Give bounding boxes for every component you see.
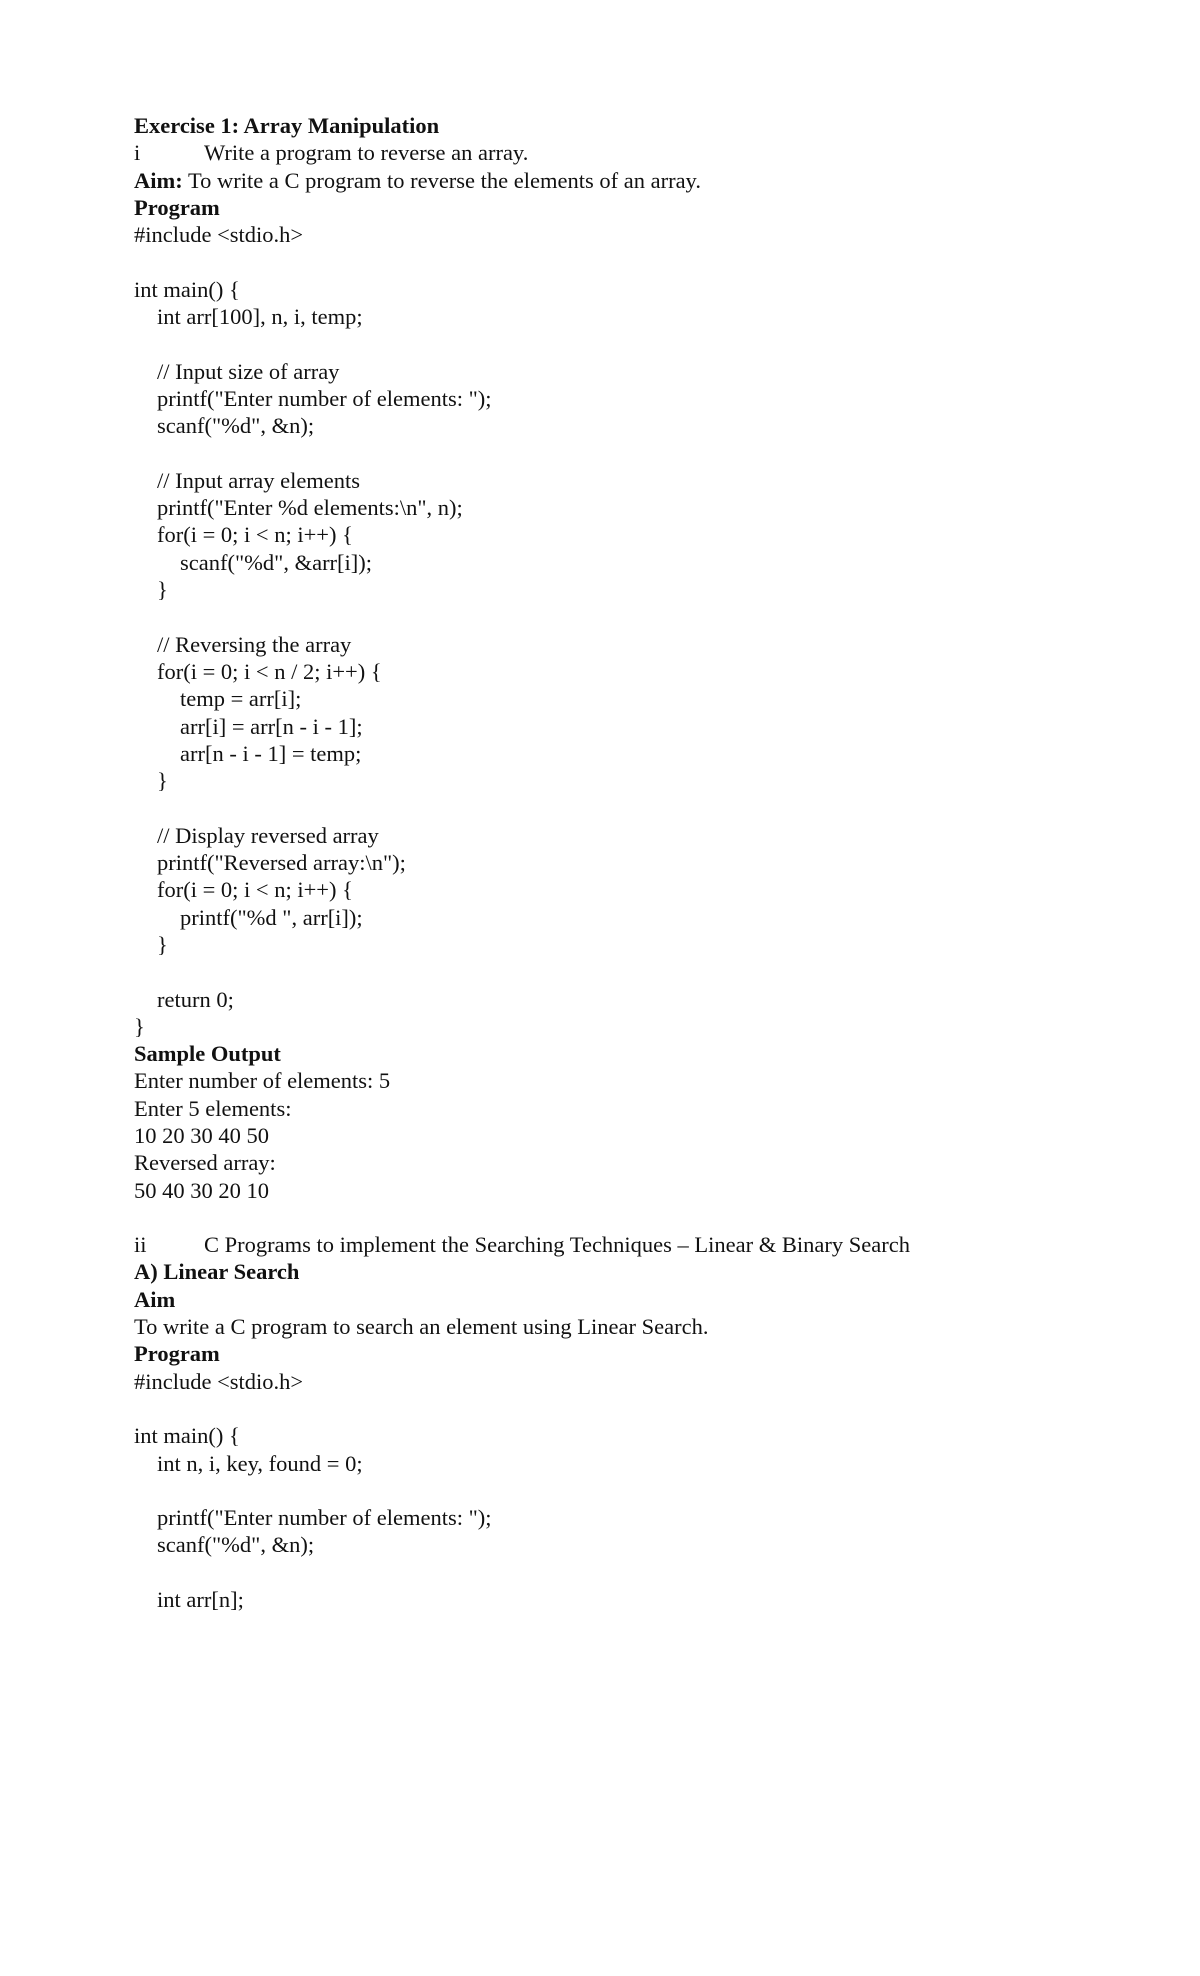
sample-output-line: Enter number of elements: 5: [134, 1068, 391, 1094]
code-line: arr[i] = arr[n - i - 1];: [180, 713, 363, 739]
code-line: printf("Enter number of elements: ");: [157, 385, 492, 411]
code-blank-line: [134, 1395, 1134, 1422]
exercise-title: Exercise 1: Array Manipulation: [134, 113, 440, 138]
code-blank-line: [134, 1477, 1134, 1504]
sample-output-label: Sample Output: [134, 1041, 281, 1067]
task1-text: Write a program to reverse an array.: [204, 140, 529, 166]
code-line: }: [157, 768, 168, 794]
code-line: int main() {: [134, 276, 240, 302]
task1-number: i: [134, 140, 141, 166]
code-blank-line: [134, 603, 1134, 630]
code-line: int arr[n];: [157, 1587, 244, 1613]
code-line: scanf("%d", &arr[i]);: [180, 549, 373, 575]
code-line: }: [157, 931, 168, 957]
code-line: printf("Enter number of elements: ");: [157, 1505, 492, 1531]
code-line: arr[n - i - 1] = temp;: [180, 740, 362, 766]
aim-label: Aim:: [134, 167, 183, 193]
task2-heading: [134, 1231, 1134, 1258]
document-page: [134, 112, 1134, 1613]
section-spacer: [134, 1204, 1134, 1231]
code-line: }: [134, 1013, 145, 1039]
code-comment: // Display reversed array: [157, 822, 379, 848]
code-blank-line: [134, 1559, 1134, 1586]
sample-output-line: Enter 5 elements:: [134, 1095, 292, 1121]
task1-aim: [134, 167, 1134, 194]
code-comment: // Reversing the array: [157, 631, 352, 657]
aim-text: To write a C program to search an element using Linear Search.: [134, 1314, 709, 1340]
aim-text: To write a C program to reverse the elements of an array.: [182, 167, 701, 193]
code-line: #include <stdio.h>: [134, 222, 304, 248]
code-line: #include <stdio.h>: [134, 1368, 304, 1394]
program-label: Program: [134, 194, 220, 220]
code-line: for(i = 0; i < n; i++) {: [157, 522, 353, 548]
code-line: printf("Reversed array:\n");: [157, 850, 406, 876]
task1-heading: [134, 139, 1134, 166]
sample-output-line: Reversed array:: [134, 1150, 276, 1176]
sample-output-line: 50 40 30 20 10: [134, 1177, 269, 1203]
code-line: scanf("%d", &n);: [157, 1532, 315, 1558]
code-blank-line: [134, 330, 1134, 357]
code-comment: // Input size of array: [157, 358, 340, 384]
code-line: scanf("%d", &n);: [157, 413, 315, 439]
code-line: for(i = 0; i < n; i++) {: [157, 877, 353, 903]
code-line: for(i = 0; i < n / 2; i++) {: [157, 658, 382, 684]
code-blank-line: [134, 248, 1134, 275]
code-line: printf("Enter %d elements:\n", n);: [157, 495, 463, 521]
code-line: int n, i, key, found = 0;: [157, 1450, 363, 1476]
code-line: }: [157, 577, 168, 603]
code-blank-line: [134, 794, 1134, 821]
linear-search-heading: A) Linear Search: [134, 1259, 300, 1285]
code-blank-line: [134, 440, 1134, 467]
code-line: temp = arr[i];: [180, 686, 302, 712]
code-line: int main() {: [134, 1423, 240, 1449]
aim-label: Aim: [134, 1286, 176, 1312]
code-line: int arr[100], n, i, temp;: [157, 304, 363, 330]
sample-output-line: 10 20 30 40 50: [134, 1122, 269, 1148]
code-blank-line: [134, 958, 1134, 985]
code-line: printf("%d ", arr[i]);: [180, 904, 363, 930]
code-line: return 0;: [157, 986, 234, 1012]
code-comment: // Input array elements: [157, 467, 361, 493]
task2-number: ii: [134, 1232, 147, 1258]
task2-text: C Programs to implement the Searching Techniques – Linear & Binary Search: [204, 1232, 910, 1258]
program-label: Program: [134, 1341, 220, 1367]
